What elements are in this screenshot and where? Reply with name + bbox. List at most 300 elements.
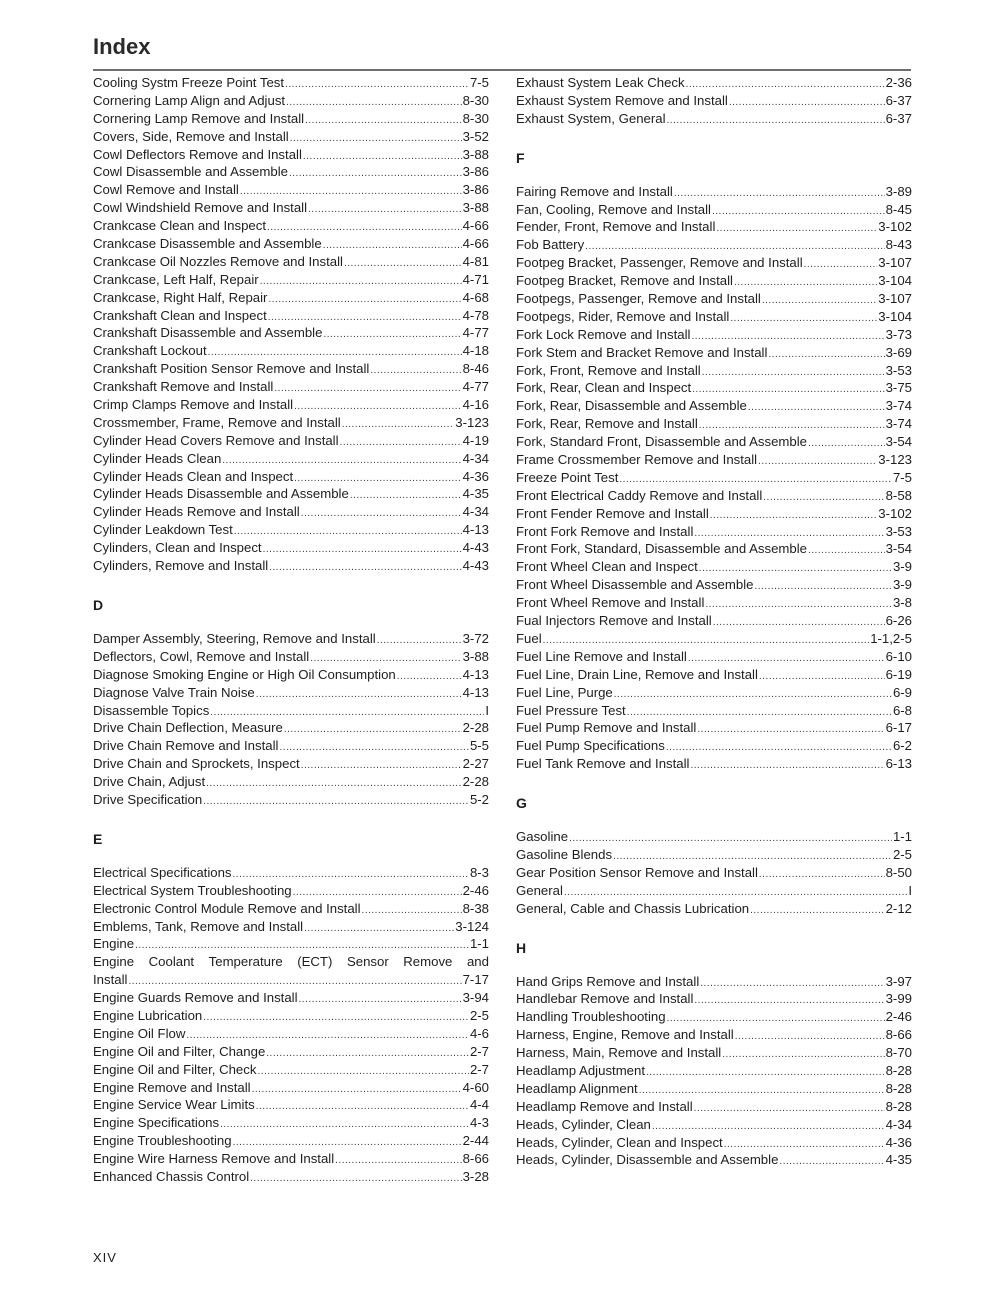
dot-leader [667,1010,885,1026]
entry-page: 3-97 [885,973,912,989]
entry-page: 4-19 [462,432,489,448]
entry-page: 4-34 [885,1116,912,1132]
dot-leader [688,650,885,666]
dot-leader [690,757,884,773]
entry-text: Cowl Windshield Remove and Install [93,200,308,216]
dot-leader [759,668,885,684]
entry-page: 4-71 [462,271,489,287]
index-entry[interactable] [516,576,912,594]
dot-leader [294,398,462,414]
entry-text: Crimp Clamps Remove and Install [93,397,294,413]
entry-text: Crankshaft Remove and Install [93,379,274,395]
entry-page: 3-102 [878,505,912,521]
dot-leader [702,364,885,380]
dot-leader [210,704,484,720]
dot-leader [713,614,885,630]
index-entry[interactable] [93,1168,489,1186]
index-entry[interactable] [516,433,912,451]
dot-leader [694,992,884,1008]
dot-leader [286,94,462,110]
index-entry[interactable] [516,451,912,469]
entry-text: Cylinder Leakdown Test [93,522,233,538]
entry-text: Cylinder Heads Clean and Inspect [93,468,294,484]
entry-text: Front Wheel Clean and Inspect [516,559,698,575]
entry-page: 3-8 [892,595,912,611]
index-entry[interactable] [93,557,489,575]
index-entry[interactable] [93,1025,489,1043]
entry-page: 3-74 [885,398,912,414]
entry-text: Cylinder Head Covers Remove and Install [93,432,339,448]
entry-text: Drive Chain Remove and Install [93,738,279,754]
index-entry[interactable] [93,342,489,360]
entry-page: 6-17 [885,720,912,736]
index-entry[interactable] [93,539,489,557]
entry-page: 4-68 [462,289,489,305]
entry-text: Front Fork Remove and Install [516,523,694,539]
entry-text: Front Wheel Disassemble and Assemble [516,577,754,593]
dot-leader [762,292,877,308]
entry-page: 4-35 [885,1152,912,1168]
dot-leader [250,1170,461,1186]
index-entry[interactable] [93,360,489,378]
entry-page: 3-94 [462,990,489,1006]
entry-text: Engine [93,936,135,952]
entry-text: Footpeg Bracket, Passenger, Remove and Install [516,255,803,271]
index-entry[interactable] [93,989,489,1007]
dot-leader [289,165,462,181]
index-entry[interactable] [93,719,489,737]
index-entry[interactable] [516,1044,912,1062]
index-entry[interactable] [93,791,489,809]
index-entry[interactable] [93,289,489,307]
index-entry[interactable] [93,128,489,146]
entry-page: 8-50 [885,864,912,880]
dot-leader [734,274,877,290]
entry-text: Fual Injectors Remove and Install [516,613,712,629]
entry-text: Handlebar Remove and Install [516,991,694,1007]
dot-leader [564,884,907,900]
index-group-e-exhaust [516,74,912,128]
dot-leader [220,1116,469,1132]
entry-page: 8-45 [885,201,912,217]
dot-leader [627,704,892,720]
index-entry[interactable] [93,181,489,199]
entry-page: 8-28 [885,1098,912,1114]
entry-page: 3-54 [885,541,912,557]
entry-text: Engine Oil Flow [93,1025,186,1041]
dot-leader [260,273,462,289]
index-entry[interactable] [93,630,489,648]
dot-leader [754,578,891,594]
entry-page: 3-88 [462,648,489,664]
index-entry[interactable] [516,272,912,290]
dot-leader [691,328,884,344]
entry-text: Cylinder Heads Disassemble and Assemble [93,486,349,502]
dot-leader [256,1098,469,1114]
entry-text: Fairing Remove and Install [516,183,673,199]
index-column-right [516,74,912,1169]
index-entry[interactable] [93,92,489,110]
entry-text: Cylinders, Remove and Install [93,558,269,574]
entry-text: Electrical System Troubleshooting [93,882,292,898]
dot-leader [290,130,462,146]
entry-page: 4-81 [462,253,489,269]
index-entry[interactable] [516,379,912,397]
entry-page: 2-28 [462,720,489,736]
dot-leader [252,1081,462,1097]
entry-word: Coolant [148,954,195,970]
entry-text: Engine Specifications [93,1115,220,1131]
entry-text: Covers, Side, Remove and Install [93,128,289,144]
entry-text: Fuel Pressure Test [516,702,626,718]
index-entry[interactable] [516,755,912,773]
entry-page: 3-104 [878,273,912,289]
index-entry[interactable] [93,468,489,486]
entry-text: Fork, Rear, Disassemble and Assemble [516,398,747,414]
index-entry[interactable] [516,594,912,612]
entry-page: 2-5 [892,846,912,862]
index-entry[interactable] [93,648,489,666]
index-entry[interactable] [93,217,489,235]
entry-text: Electrical Specifications [93,864,232,880]
entry-page: 4-60 [462,1079,489,1095]
dot-leader [377,632,462,648]
index-entry[interactable] [516,648,912,666]
entry-text: Hand Grips Remove and Install [516,973,700,989]
index-entry[interactable] [93,737,489,755]
index-entry[interactable] [516,505,912,523]
index-entry[interactable] [93,900,489,918]
entry-page: 3-9 [892,559,912,575]
entry-text: Fob Battery [516,237,585,253]
entry-text: General [516,882,563,898]
entry-page: 5-5 [469,738,489,754]
index-entry[interactable] [93,235,489,253]
index-entry[interactable] [93,1132,489,1150]
entry-page: 6-37 [885,110,912,126]
entry-page: 8-66 [885,1027,912,1043]
index-entry[interactable] [516,487,912,505]
section-letter-d: D [93,596,104,613]
dot-leader [263,541,462,557]
index-entry[interactable] [93,271,489,289]
entry-text: Headlamp Remove and Install [516,1098,693,1114]
index-entry[interactable] [93,74,489,92]
index-entry-ect-sensor[interactable] [93,953,489,989]
entry-page: 3-52 [462,128,489,144]
dot-leader [699,417,885,433]
index-entry[interactable] [516,612,912,630]
entry-text: Exhaust System Leak Check [516,75,685,90]
dot-leader [203,793,469,809]
dot-leader [543,632,870,648]
index-entry[interactable] [93,450,489,468]
index-entry[interactable] [516,864,912,882]
index-entry[interactable] [516,469,912,487]
index-entry[interactable] [516,110,912,128]
index-entry[interactable] [93,1114,489,1132]
index-entry[interactable] [93,684,489,702]
index-entry[interactable] [93,702,489,720]
entry-page: 3-89 [885,183,912,199]
index-entry[interactable] [93,666,489,684]
entry-text: Fuel Pump Specifications [516,738,665,754]
entry-page: 3-107 [878,255,912,271]
entry-text: Cowl Remove and Install [93,182,239,198]
entry-text: Front Electrical Caddy Remove and Install [516,487,763,503]
dot-leader [294,470,461,486]
dot-leader [729,94,885,110]
entry-page: 8-30 [462,110,489,126]
index-entry[interactable] [93,432,489,450]
dot-leader [705,596,892,612]
entry-text: Freeze Point Test [516,469,619,485]
dot-leader [722,1046,884,1062]
index-entry[interactable] [516,290,912,308]
dot-leader [308,201,462,217]
index-entry[interactable] [516,344,912,362]
entry-page: 4-34 [462,504,489,520]
entry-word: and [466,954,489,970]
entry-page: 3-9 [892,577,912,593]
index-entry[interactable] [93,918,489,936]
entry-text: Engine Guards Remove and Install [93,990,298,1006]
index-group-c [93,74,489,575]
dot-leader [759,866,885,882]
index-entry[interactable] [93,253,489,271]
section-letter-f: F [516,149,525,166]
index-group-f [516,183,912,773]
dot-leader [694,1100,885,1116]
entry-page: 4-4 [469,1097,489,1113]
index-entry[interactable] [516,737,912,755]
entry-page: 4-66 [462,236,489,252]
dot-leader [710,507,877,523]
entry-page: 6-13 [885,756,912,772]
dot-leader [257,1063,468,1079]
index-entry[interactable] [516,990,912,1008]
index-entry[interactable] [516,666,912,684]
entry-text: Harness, Engine, Remove and Install [516,1027,734,1043]
entry-page: 2-12 [885,900,912,916]
entry-text: Heads, Cylinder, Disassemble and Assemble [516,1152,779,1168]
entry-text: Footpegs, Rider, Remove and Install [516,308,730,324]
entry-page: 3-107 [878,291,912,307]
index-entry[interactable] [516,1098,912,1116]
section-letter-h: H [516,939,527,956]
entry-page: 3-53 [885,362,912,378]
dot-leader [234,523,462,539]
entry-text: Cowl Deflectors Remove and Install [93,146,302,162]
index-entry[interactable] [93,1079,489,1097]
index-entry[interactable] [93,864,489,882]
index-entry[interactable] [516,308,912,326]
index-entry[interactable] [516,397,912,415]
index-entry[interactable] [93,503,489,521]
entry-text: Footpegs, Passenger, Remove and Install [516,291,761,307]
index-entry[interactable] [516,1151,912,1169]
entry-page: 8-28 [885,1080,912,1096]
entry-page: 4-6 [469,1025,489,1041]
dot-leader [240,183,462,199]
entry-text: Front Wheel Remove and Install [516,595,705,611]
index-entry[interactable] [516,719,912,737]
index-entry[interactable] [93,1043,489,1061]
index-entry[interactable] [516,523,912,541]
entry-text: Engine Remove and Install [93,1079,251,1095]
entry-page: 2-36 [885,75,912,90]
entry-text: Gasoline Blends [516,846,613,862]
index-entry[interactable] [93,1096,489,1114]
dot-leader [730,310,877,326]
dot-leader [748,399,885,415]
entry-text: Diagnose Valve Train Noise [93,684,255,700]
index-entry[interactable] [516,1134,912,1152]
entry-text: Engine Wire Harness Remove and Install [93,1151,335,1167]
index-entry[interactable] [516,326,912,344]
index-entry[interactable] [516,882,912,900]
index-group-g [516,828,912,917]
dot-leader [342,416,455,432]
index-entry[interactable] [516,630,912,648]
dot-leader [301,505,462,521]
entry-text: Front Fender Remove and Install [516,505,709,521]
index-entry[interactable] [516,201,912,219]
entry-page: 4-16 [462,397,489,413]
index-entry[interactable] [516,1116,912,1134]
dot-leader [735,1028,885,1044]
index-entry[interactable] [516,1008,912,1026]
index-entry[interactable] [516,900,912,918]
index-entry[interactable] [516,558,912,576]
index-entry[interactable] [93,773,489,791]
index-entry[interactable] [93,935,489,953]
entry-text: Front Fork, Standard, Disassemble and Assemble [516,541,807,557]
index-entry[interactable] [516,362,912,380]
dot-leader [692,381,884,397]
dot-leader [274,380,461,396]
index-entry[interactable] [516,684,912,702]
entry-text: Exhaust System Remove and Install [516,92,728,108]
index-entry[interactable] [93,378,489,396]
dot-leader [323,326,461,342]
dot-leader [284,721,462,737]
dot-leader [269,559,461,575]
entry-page: 8-66 [462,1151,489,1167]
entry-page: 2-5 [469,1007,489,1023]
index-entry[interactable] [516,1080,912,1098]
entry-text: Cylinder Heads Clean [93,450,222,466]
index-entry[interactable] [93,1007,489,1025]
entry-text: Fuel Line, Purge [516,684,613,700]
entry-page: 3-123 [455,414,489,430]
index-entry[interactable] [93,521,489,539]
index-entry[interactable] [93,146,489,164]
index-entry[interactable] [516,183,912,201]
dot-leader [808,435,885,451]
entry-text: Engine Lubrication [93,1007,203,1023]
dot-leader [304,920,454,936]
index-entry[interactable] [93,485,489,503]
entry-page: 2-7 [469,1043,489,1059]
index-entry[interactable] [93,163,489,181]
dot-leader [639,1082,885,1098]
index-entry[interactable] [93,414,489,432]
index-entry[interactable] [516,828,912,846]
index-entry[interactable] [516,74,912,92]
index-entry[interactable] [516,218,912,236]
index-entry[interactable] [516,236,912,254]
entry-text: Electronic Control Module Remove and Install [93,900,361,916]
entry-page: 3-86 [462,182,489,198]
entry-page: 4-18 [462,343,489,359]
dot-leader [256,686,462,702]
index-entry[interactable] [93,882,489,900]
dot-leader [267,219,462,235]
index-entry[interactable] [93,110,489,128]
dot-leader [652,1118,885,1134]
entry-text: Gasoline [516,829,569,845]
dot-leader [285,76,469,92]
index-entry[interactable] [93,755,489,773]
entry-text: Exhaust System, General [516,110,666,126]
index-entry[interactable] [93,199,489,217]
entry-text: Handling Troubleshooting [516,1009,666,1025]
index-entry[interactable] [516,1026,912,1044]
entry-text: Frame Crossmember Remove and Install [516,452,758,468]
entry-page: 2-28 [462,774,489,790]
index-entry[interactable] [93,396,489,414]
index-entry[interactable] [93,1061,489,1079]
entry-page: 1-1 [892,829,912,845]
index-entry[interactable] [93,307,489,325]
entry-text: Heads, Cylinder, Clean and Inspect [516,1134,723,1150]
index-entry[interactable] [516,702,912,720]
entry-page: 4-78 [462,307,489,323]
entry-text: Crankshaft Position Sensor Remove and Install [93,361,370,377]
entry-text: Diagnose Smoking Engine or High Oil Consumption [93,666,396,682]
entry-page: 6-37 [885,92,912,108]
index-group-e-continued [93,989,489,1186]
index-entry[interactable] [516,540,912,558]
entry-page: 8-3 [469,864,489,880]
index-entry[interactable] [516,846,912,864]
index-entry[interactable] [93,324,489,342]
entry-text: Damper Assembly, Steering, Remove and Install [93,630,376,646]
entry-page: 3-86 [462,164,489,180]
dot-leader [305,112,461,128]
index-entry[interactable] [516,1062,912,1080]
entry-text: Cylinders, Clean and Inspect [93,540,262,556]
entry-text: Headlamp Adjustment [516,1062,646,1078]
entry-page: 4-35 [462,486,489,502]
dot-leader [716,220,877,236]
entry-page: 4-43 [462,540,489,556]
index-entry[interactable] [516,973,912,991]
dot-leader [293,884,462,900]
index-entry[interactable] [516,415,912,433]
entry-page: 6-10 [885,648,912,664]
index-group-d [93,630,489,809]
entry-text: Fender, Front, Remove and Install [516,219,716,235]
dot-leader [569,830,892,846]
index-entry[interactable] [516,92,912,110]
index-entry[interactable] [516,254,912,272]
entry-text: Engine Oil and Filter, Change [93,1043,266,1059]
entry-text: Engine Service Wear Limits [93,1097,255,1113]
entry-page: 6-2 [892,738,912,754]
index-entry[interactable] [93,1150,489,1168]
